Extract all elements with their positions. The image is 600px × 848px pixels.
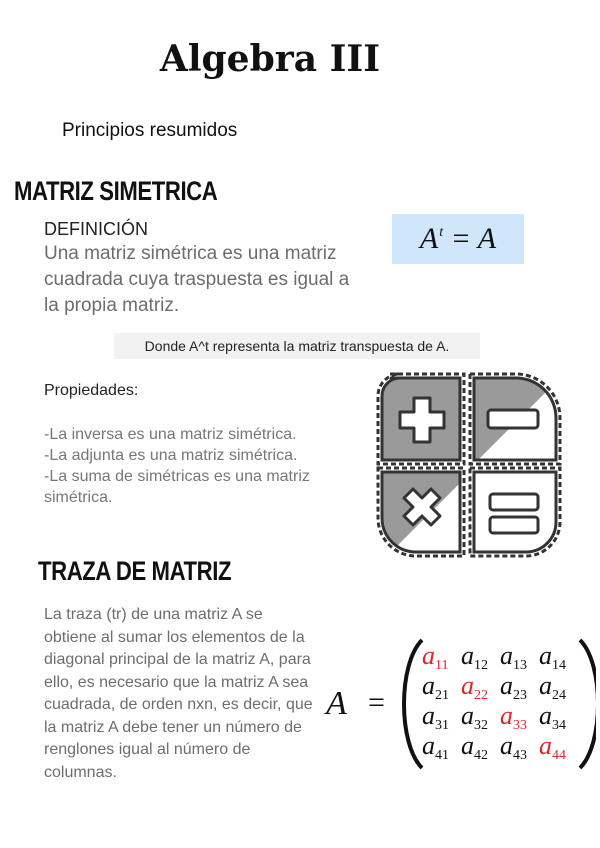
matrix-entry: a33 (500, 701, 527, 733)
matrix-entry: a21 (422, 671, 449, 703)
matrix-a-diagram (324, 634, 596, 774)
formula-rest: = A (443, 222, 497, 255)
property-item: -La adjunta es una matriz simétrica. (44, 447, 298, 464)
transpose-note: Donde A^t representa la matriz transpuesta de A. (114, 333, 480, 359)
matrix-entry: a23 (500, 671, 527, 703)
matrix-equals: = (368, 686, 385, 719)
section-heading-traza: TRAZA DE MATRIZ (38, 556, 232, 586)
calculator-icon (376, 372, 564, 558)
matrix-entry: a43 (500, 731, 527, 763)
matrix-entry: a12 (461, 641, 488, 673)
page-title: Algebra III (159, 38, 381, 80)
matrix-entry: a32 (461, 701, 488, 733)
matrix-entry: a14 (539, 641, 566, 673)
matrix-entry: a22 (461, 671, 488, 703)
matrix-entry: a13 (500, 641, 527, 673)
page-subtitle: Principios resumidos (62, 120, 238, 141)
properties-label: Propiedades: (44, 382, 139, 399)
matrix-entry: a11 (422, 641, 449, 673)
definition-text: Una matriz simétrica es una matriz cuadrada cuya traspuesta es igual a la propia matriz. (44, 243, 350, 316)
traza-text: La traza (tr) de una matriz A se obtiene al sumar los elementos de la diagonal principal de la matriz A, para ello, es necesario que la matriz A sea cuadrada, de orden nxn, es decir, que la matriz A debe tener un número de renglones igual al número de columnas. (44, 606, 313, 781)
matrix-entry: a31 (422, 701, 449, 733)
matrix-entry: a44 (539, 731, 566, 763)
property-item: -La suma de simétricas es una matriz (44, 468, 310, 485)
definition-label: DEFINICIÓN (44, 219, 149, 239)
property-item: -La inversa es una matriz simétrica. (44, 426, 297, 443)
matrix-entry: a42 (461, 731, 488, 763)
matrix-entry: a24 (539, 671, 566, 703)
section-heading-matriz-simetrica: MATRIZ SIMETRICA (14, 176, 218, 206)
transpose-formula (392, 214, 524, 264)
matrix-name: A (326, 685, 347, 722)
matrix-entry: a41 (422, 731, 449, 763)
properties-list (44, 424, 364, 508)
formula-exponent: t (439, 225, 444, 240)
matrix-entry: a34 (539, 701, 566, 733)
property-item: simétrica. (44, 489, 113, 506)
formula-base: A (419, 222, 439, 255)
